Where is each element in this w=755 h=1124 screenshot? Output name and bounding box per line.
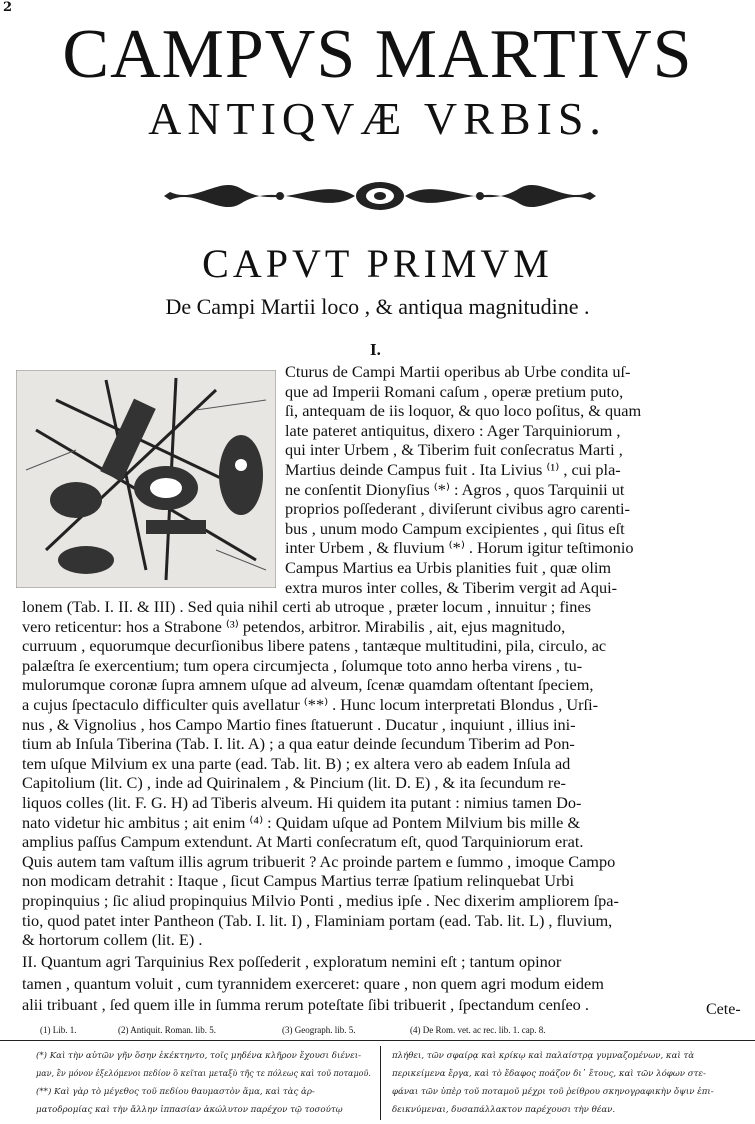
body-text-line: non modicam detrahit : Itaque , ſicut Campus Martius terræ ſpatium relinquebat Urbi bbox=[22, 871, 575, 891]
chapter-subtitle: De Campi Martii loco , & antiqua magnitudine . bbox=[165, 294, 590, 319]
body-text-line: vero reticentur: hos a Strabone ⁽³⁾ petendos, arbitror. Mirabilis , ait, ejus magnitudo, bbox=[22, 616, 566, 636]
body-text-line: mulorumque coronæ ſupra amnem uſque ad alveum, ſcenæ quamdam oſtentant ſpeciem, bbox=[22, 675, 594, 695]
body-text-line: qui inter Urbem , & Tiberim fuit conſecratus Marti , bbox=[285, 440, 623, 460]
body-text-line: inter Urbem , & fluvium ⁽*⁾ . Horum igitur teſtimonio bbox=[285, 538, 634, 558]
greek-footnote-line: (*) Καὶ τὴν αὐτῶν γῆν ὅσην ἐκέκτηντο, τοῖς μηδένα κλῆρον ἔχουσι διένει- bbox=[36, 1051, 362, 1061]
greek-footnote-line: (**) Καὶ γὰρ τὸ μέγεθος τοῦ πεδίου θαυμαστὸν ἅμα, καὶ τὰς ἁρ- bbox=[36, 1087, 315, 1097]
body-text-line: que ad Imperii Romani caſum , operæ pretium puto, bbox=[285, 381, 624, 401]
body-text-line: extra muros inter colles, & Tiberim vergit ad Aqui- bbox=[285, 577, 618, 597]
body-text-line: palæſtra ſe exercentium; tum opera circumjecta , ſolumque toto anno herba virens , tu- bbox=[22, 655, 583, 675]
footnote-4: (4) De Rom. vet. ac rec. lib. 1. cap. 8. bbox=[410, 1025, 546, 1035]
greek-footnote-line: περικείμενα ἔργα, καὶ τὸ ἔδαφος ποάζον δι᾽ ἔτους, καὶ τῶν λόφων στε- bbox=[392, 1069, 706, 1079]
body-text-line: Quis autem tam vaſtum illis agrum tribuerit ? Ac proinde partem e ſummo , imoque Campo bbox=[22, 851, 616, 871]
body-text-line: Campus Martius ea Urbis planities fuit , quæ olim bbox=[285, 558, 612, 577]
greek-footnote-line: δεικνύμεναι, δυσαπάλλακτον παρέχουσι τὴν θέαν. bbox=[392, 1105, 616, 1115]
body-text-line: lonem (Tab. I. II. & III) . Sed quia nihil certi ab utroque , præter locum , innuitur ; fines bbox=[22, 597, 592, 616]
trophies-illustration bbox=[16, 370, 276, 588]
title-line-2: ANTIQVÆ VRBIS. bbox=[148, 93, 607, 144]
footnote-3: (3) Geograph. lib. 5. bbox=[282, 1025, 356, 1035]
body-text-line: bus , unum modo Campum excipientes , qui ſitus eſt bbox=[285, 518, 625, 538]
body-text-line: nato videtur hic ambitus ; ait enim ⁽⁴⁾ : Quidam uſque ad Pontem Milvium bis mille & bbox=[22, 812, 581, 832]
body-text-line: Martius deinde Campus fuit . Ita Livius ⁽¹⁾ , cui pla- bbox=[285, 460, 621, 479]
footnote-1: (1) Lib. 1. bbox=[40, 1025, 77, 1035]
greek-footnote-line: πλήθει, τῶν σφαίρᾳ καὶ κρίκῳ καὶ παλαίστρᾳ γυμναζομένων, καὶ τὰ bbox=[392, 1051, 695, 1061]
greek-footnote-line: μαν, ἓν μόνον ἐξελόμενοι πεδίον ὃ κεῖται μεταξὺ τῆς τε πόλεως καὶ τοῦ ποταμοῦ. bbox=[36, 1069, 371, 1078]
page-number: 2 bbox=[3, 0, 13, 15]
chapter-heading: CAPVT PRIMVM bbox=[202, 241, 553, 286]
section-two-line: II. Quantum agri Tarquinius Rex poſſederit , exploratum nemini eſt ; tantum opinor bbox=[22, 952, 562, 971]
greek-footnote-line: ματοδρομίας καὶ τὴν ἄλλην ἱππασίαν ἀκώλυτον παρέχον τῷ τοσούτῳ bbox=[36, 1105, 343, 1115]
body-text-line: tem uſque Milvium ex una parte (ead. Tab. lit. B) ; ex altera vero ab eadem Inſula ad bbox=[22, 753, 571, 773]
catchword: Cete- bbox=[706, 1001, 741, 1018]
body-text-line: tio, quod patet inter Pantheon (Tab. I. lit. I) , Flaminiam portam (ead. Tab. lit. L) , fluvium, bbox=[22, 910, 613, 930]
body-text-line: propinquius ; ſic aliud propinquius Milvio Ponti , medius ipſe . Nec dixerim ampliorem ſpa- bbox=[22, 891, 619, 910]
body-text-line: curruum , equorumque decurſionibus libere patens , tantæque multitudini, pila, circulo, ac bbox=[22, 636, 607, 656]
body-text-line: proprios poſſederant , diviſerunt civibus agro carenti- bbox=[285, 499, 630, 519]
section-two-line: alii tribuant , ſed quem ille in ſumma rerum poteſtate ſibi tribuerit , ſpectandum cenſeo . bbox=[22, 995, 589, 1014]
body-text-line: ſi, antequam de iis loquor, & quo loco poſitus, & quam bbox=[285, 401, 642, 421]
body-text-line: Cturus de Campi Martii operibus ab Urbe condita uſ- bbox=[285, 362, 631, 381]
title-line-1: CAMPVS MARTIVS bbox=[62, 16, 693, 93]
body-text-line: amplius paſſus Campum extendunt. At Marti conſecratum eſt, quod Tarquiniorum erat. bbox=[22, 832, 584, 852]
body-text-line: & hortorum collem (lit. E) . bbox=[22, 930, 203, 950]
body-text-line: a cujus ſpectaculo difficulter quis avellatur ⁽**⁾ . Hunc locum interpretati Blondus , Urſi- bbox=[22, 695, 599, 714]
ornament-headpiece bbox=[160, 174, 600, 218]
section-two-line: tamen , quantum voluit , cum tyrannidem exerceret: quare , non quem agri modum eidem bbox=[22, 973, 604, 993]
body-text-line: late pateret antiquitus, dixero : Ager Tarquiniorum , bbox=[285, 420, 621, 440]
section-number: I. bbox=[370, 340, 381, 359]
body-text-line: liquos colles (lit. F. G. H) ad Tiberis alveum. Hi quidem ita putant : nimius tamen Do- bbox=[22, 793, 582, 812]
greek-footnote-line: φάναι τῶν ὑπὲρ τοῦ ποταμοῦ μέχρι τοῦ ῥείθρου σκηνογραφικὴν ὄψιν ἐπι- bbox=[392, 1087, 714, 1097]
column-divider bbox=[380, 1046, 381, 1120]
footnote-2: (2) Antiquit. Roman. lib. 5. bbox=[118, 1025, 216, 1035]
body-text-line: nus , & Vignolius , hos Campo Martio fines ſtatuerunt . Ducatur , inquiunt , illius ini- bbox=[22, 714, 576, 734]
body-text-line: tium ab Inſula Tiberina (Tab. I. lit. A) ; a qua eatur deinde ſecundum Tiberim ad Pon- bbox=[22, 734, 575, 754]
body-text-line: ne conſentit Dionyſius ⁽*⁾ : Agros , quos Tarquinii ut bbox=[285, 479, 625, 499]
body-text-line: Capitolium (lit. C) , inde ad Quirinalem , & Pincium (lit. D. E) , & ita ſecundum re- bbox=[22, 773, 566, 793]
footnote-rule bbox=[0, 1040, 755, 1041]
